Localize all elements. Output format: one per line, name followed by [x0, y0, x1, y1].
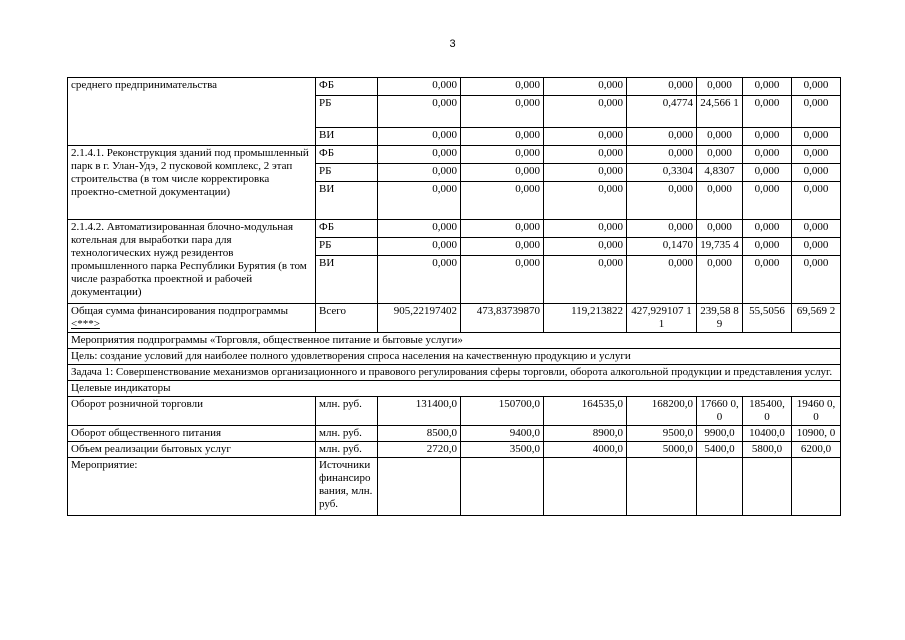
- value-cell: 0,000: [461, 256, 544, 304]
- value-cell: 0,000: [378, 146, 461, 164]
- value-cell: 0,000: [792, 146, 841, 164]
- activities-title: Мероприятия подпрограммы «Торговля, общественное питание и бытовые услуги»: [68, 333, 841, 349]
- value-cell: 0,000: [378, 164, 461, 182]
- empty-cell: [792, 458, 841, 516]
- value-cell: 0,000: [378, 96, 461, 128]
- value-cell: 5400,0: [697, 442, 743, 458]
- value-cell: 0,000: [378, 238, 461, 256]
- value-cell: 0,000: [743, 164, 792, 182]
- value-cell: 0,4774: [627, 96, 697, 128]
- value-cell: 164535,0: [544, 397, 627, 426]
- table-row: [68, 78, 841, 96]
- value-cell: 0,000: [697, 128, 743, 146]
- value-cell: 0,000: [461, 96, 544, 128]
- value-cell: 9400,0: [461, 426, 544, 442]
- value-cell: 8900,0: [544, 426, 627, 442]
- financing-table: [67, 77, 841, 516]
- value-cell: 0,000: [378, 78, 461, 96]
- value-cell: 19,735 4: [697, 238, 743, 256]
- value-cell: 0,000: [792, 182, 841, 220]
- value-cell: 10400,0: [743, 426, 792, 442]
- table-row: [68, 333, 841, 349]
- value-cell: 0,000: [792, 78, 841, 96]
- total-label: Общая сумма финансирования подпрограммы: [71, 305, 288, 317]
- value-cell: 9900,0: [697, 426, 743, 442]
- value-cell: 0,000: [544, 256, 627, 304]
- indicator-unit: млн. руб.: [316, 426, 378, 442]
- value-cell: 0,1470: [627, 238, 697, 256]
- table-row: [68, 381, 841, 397]
- value-cell: 0,000: [461, 164, 544, 182]
- value-cell: 473,83739870: [461, 304, 544, 333]
- value-cell: 0,000: [697, 146, 743, 164]
- table-row: [68, 365, 841, 381]
- indicator-row: [68, 397, 841, 426]
- value-cell: 0,000: [792, 256, 841, 304]
- value-cell: 0,000: [544, 182, 627, 220]
- value-cell: 0,000: [627, 78, 697, 96]
- value-cell: 3500,0: [461, 442, 544, 458]
- value-cell: 0,000: [461, 220, 544, 238]
- funding-source: РБ: [316, 164, 378, 182]
- empty-cell: [697, 458, 743, 516]
- activity-row: [68, 458, 841, 516]
- value-cell: 0,000: [378, 220, 461, 238]
- value-cell: 427,929107 11: [627, 304, 697, 333]
- value-cell: 0,000: [792, 220, 841, 238]
- value-cell: 0,000: [544, 128, 627, 146]
- indicator-unit: млн. руб.: [316, 397, 378, 426]
- page-number: 3: [449, 38, 456, 50]
- value-cell: 2720,0: [378, 442, 461, 458]
- table-row: [68, 146, 841, 164]
- empty-cell: [378, 458, 461, 516]
- value-cell: 8500,0: [378, 426, 461, 442]
- indicator-name: Объем реализации бытовых услуг: [68, 442, 316, 458]
- value-cell: 0,000: [743, 256, 792, 304]
- value-cell: 168200,0: [627, 397, 697, 426]
- value-cell: 0,000: [697, 78, 743, 96]
- value-cell: 5800,0: [743, 442, 792, 458]
- value-cell: 0,000: [743, 182, 792, 220]
- empty-cell: [627, 458, 697, 516]
- value-cell: 4,8307: [697, 164, 743, 182]
- empty-cell: [461, 458, 544, 516]
- funding-source: ВИ: [316, 182, 378, 220]
- value-cell: 0,000: [697, 220, 743, 238]
- empty-cell: [544, 458, 627, 516]
- funding-source: ФБ: [316, 220, 378, 238]
- value-cell: 0,000: [378, 182, 461, 220]
- value-cell: 0,000: [544, 96, 627, 128]
- value-cell: 17660 0,0: [697, 397, 743, 426]
- value-cell: 0,000: [461, 182, 544, 220]
- funding-source: ВИ: [316, 128, 378, 146]
- funding-source: РБ: [316, 238, 378, 256]
- value-cell: 150700,0: [461, 397, 544, 426]
- value-cell: 0,000: [627, 128, 697, 146]
- row-name: 2.1.4.2. Автоматизированная блочно-модульная котельная для выработки пара для технологических нужд резидентов промышленного парка Республики Бурятия (в том числе разработка проектной и рабочей документации): [68, 220, 316, 304]
- value-cell: 5000,0: [627, 442, 697, 458]
- value-cell: 10900, 0: [792, 426, 841, 442]
- indicator-name: Оборот розничной торговли: [68, 397, 316, 426]
- funding-source: ВИ: [316, 256, 378, 304]
- value-cell: 0,000: [544, 78, 627, 96]
- indicators-title: Целевые индикаторы: [68, 381, 841, 397]
- value-cell: 0,000: [743, 238, 792, 256]
- value-cell: 0,3304: [627, 164, 697, 182]
- value-cell: 6200,0: [792, 442, 841, 458]
- value-cell: 0,000: [378, 128, 461, 146]
- value-cell: 0,000: [461, 128, 544, 146]
- funding-source: ФБ: [316, 78, 378, 96]
- value-cell: 0,000: [743, 220, 792, 238]
- value-cell: 0,000: [461, 238, 544, 256]
- value-cell: 0,000: [697, 256, 743, 304]
- task-row: Задача 1: Совершенствование механизмов организационного и правового регулирования сферы торговли, оборота алкогольной продукции и представления услуг.: [68, 365, 841, 381]
- value-cell: 0,000: [544, 146, 627, 164]
- indicator-row: [68, 426, 841, 442]
- row-name: среднего предпринимательства: [68, 78, 316, 146]
- value-cell: 905,22197402: [378, 304, 461, 333]
- value-cell: 185400, 0: [743, 397, 792, 426]
- value-cell: 239,58 89: [697, 304, 743, 333]
- value-cell: 0,000: [792, 96, 841, 128]
- value-cell: 0,000: [544, 238, 627, 256]
- total-name: [68, 304, 316, 333]
- value-cell: 0,000: [627, 256, 697, 304]
- value-cell: 0,000: [743, 128, 792, 146]
- indicator-name: Оборот общественного питания: [68, 426, 316, 442]
- funding-source: Всего: [316, 304, 378, 333]
- value-cell: 0,000: [792, 164, 841, 182]
- value-cell: 19460 0,0: [792, 397, 841, 426]
- value-cell: 69,569 2: [792, 304, 841, 333]
- value-cell: 4000,0: [544, 442, 627, 458]
- value-cell: 0,000: [792, 238, 841, 256]
- table-row: [68, 220, 841, 238]
- empty-cell: [743, 458, 792, 516]
- value-cell: 0,000: [544, 220, 627, 238]
- total-row: [68, 304, 841, 333]
- goal-row: Цель: создание условий для наиболее полного удовлетворения спроса населения на качественную продукцию и услуги: [68, 349, 841, 365]
- value-cell: 0,000: [627, 182, 697, 220]
- row-name: 2.1.4.1. Реконструкция зданий под промышленный парк в г. Улан-Удэ, 2 пусковой комплекс, 2 этап строительства (в том числе корректировка проектно-сметной документации): [68, 146, 316, 220]
- value-cell: 0,000: [461, 78, 544, 96]
- value-cell: 0,000: [743, 96, 792, 128]
- value-cell: 0,000: [627, 220, 697, 238]
- value-cell: 131400,0: [378, 397, 461, 426]
- value-cell: 24,566 1: [697, 96, 743, 128]
- value-cell: 0,000: [544, 164, 627, 182]
- indicator-unit: млн. руб.: [316, 442, 378, 458]
- value-cell: 0,000: [461, 146, 544, 164]
- value-cell: 0,000: [743, 146, 792, 164]
- value-cell: 9500,0: [627, 426, 697, 442]
- value-cell: 0,000: [627, 146, 697, 164]
- value-cell: 0,000: [378, 256, 461, 304]
- indicator-row: [68, 442, 841, 458]
- value-cell: 0,000: [743, 78, 792, 96]
- value-cell: 0,000: [697, 182, 743, 220]
- value-cell: 55,5056: [743, 304, 792, 333]
- funding-source: РБ: [316, 96, 378, 128]
- activity-name: Мероприятие:: [68, 458, 316, 516]
- activity-source: Источники финансиро вания, млн. руб.: [316, 458, 378, 516]
- value-cell: 119,213822: [544, 304, 627, 333]
- value-cell: 0,000: [792, 128, 841, 146]
- table-row: [68, 349, 841, 365]
- footnote-link[interactable]: <***>: [71, 318, 100, 330]
- funding-source: ФБ: [316, 146, 378, 164]
